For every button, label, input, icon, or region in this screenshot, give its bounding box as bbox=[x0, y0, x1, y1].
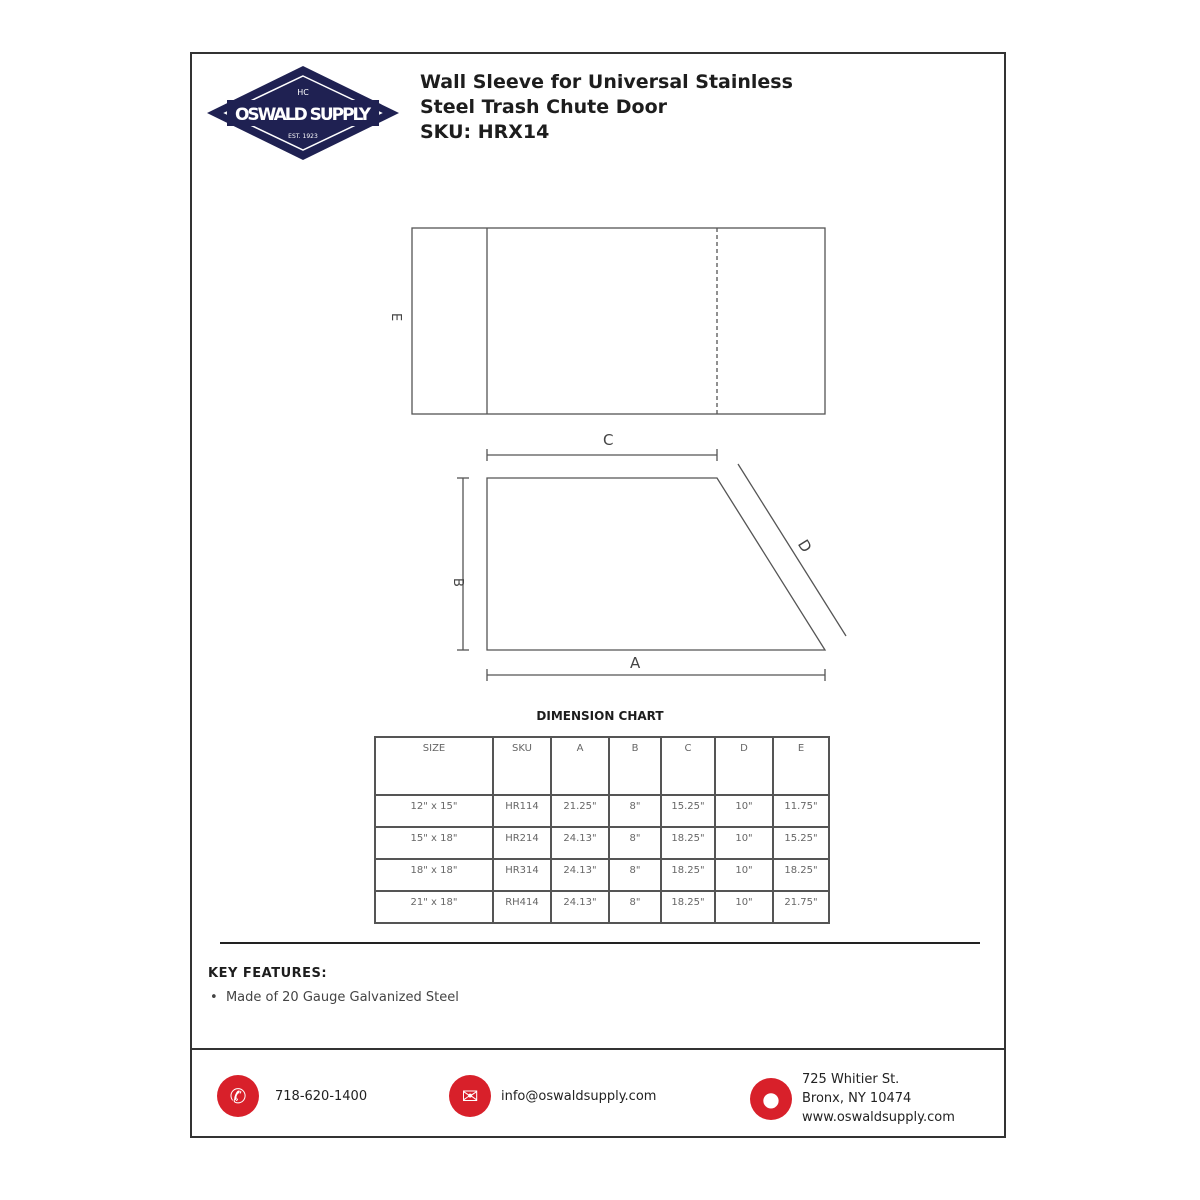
header-cell: E bbox=[773, 737, 829, 795]
phone-number[interactable]: 718-620-1400 bbox=[275, 1088, 368, 1104]
table-cell: 18.25" bbox=[773, 859, 829, 891]
sku: SKU: HRX14 bbox=[420, 121, 550, 143]
key-features-title: KEY FEATURES: bbox=[208, 966, 328, 981]
table-header-row bbox=[375, 737, 829, 795]
title-line-2: Steel Trash Chute Door bbox=[420, 96, 668, 118]
location-pin-icon: ● bbox=[750, 1078, 792, 1120]
table-cell: 21" x 18" bbox=[375, 891, 493, 923]
header-cell: SIZE bbox=[375, 737, 493, 795]
address-line-2: Bronx, NY 10474 bbox=[802, 1091, 912, 1106]
header-cell: A bbox=[551, 737, 609, 795]
table-cell: 15.25" bbox=[773, 827, 829, 859]
svg-text:HC: HC bbox=[297, 88, 309, 97]
table-cell: 8" bbox=[609, 795, 661, 827]
table-cell: 10" bbox=[715, 891, 773, 923]
table-cell: 21.75" bbox=[773, 891, 829, 923]
table-cell: 15.25" bbox=[661, 795, 715, 827]
table-row bbox=[375, 859, 829, 891]
header-cell: C bbox=[661, 737, 715, 795]
label-e: E bbox=[388, 313, 403, 322]
table-cell: 18.25" bbox=[661, 859, 715, 891]
footer-phone bbox=[217, 1075, 367, 1117]
mail-icon: ✉ bbox=[449, 1075, 491, 1117]
feature-item: • Made of 20 Gauge Galvanized Steel bbox=[210, 990, 459, 1005]
dimension-chart-title: DIMENSION CHART bbox=[536, 709, 664, 723]
label-b: B bbox=[450, 578, 465, 587]
footer-email bbox=[449, 1075, 656, 1117]
footer-divider bbox=[192, 1048, 1006, 1050]
website-link[interactable]: www.oswaldsupply.com bbox=[802, 1110, 955, 1125]
title-line-1: Wall Sleeve for Universal Stainless bbox=[420, 71, 793, 93]
table-cell: 18" x 18" bbox=[375, 859, 493, 891]
table-cell: 10" bbox=[715, 859, 773, 891]
table-cell: RH414 bbox=[493, 891, 551, 923]
table-cell: 10" bbox=[715, 827, 773, 859]
email-link[interactable]: info@oswaldsupply.com bbox=[501, 1088, 657, 1104]
label-d: D bbox=[793, 536, 816, 556]
table-cell: 18.25" bbox=[661, 827, 715, 859]
side-view-outline bbox=[487, 478, 825, 650]
phone-icon: ✆ bbox=[217, 1075, 259, 1117]
table-row bbox=[375, 891, 829, 923]
table-cell: 10" bbox=[715, 795, 773, 827]
table-cell: 11.75" bbox=[773, 795, 829, 827]
divider bbox=[220, 942, 980, 944]
table-cell: 15" x 18" bbox=[375, 827, 493, 859]
table-cell: 8" bbox=[609, 827, 661, 859]
address-line-1: 725 Whitier St. bbox=[802, 1072, 900, 1087]
table-cell: 8" bbox=[609, 891, 661, 923]
table-cell: 21.25" bbox=[551, 795, 609, 827]
table-cell: 12" x 15" bbox=[375, 795, 493, 827]
table-cell: HR114 bbox=[493, 795, 551, 827]
footer-address bbox=[750, 1070, 955, 1127]
table-cell: 8" bbox=[609, 859, 661, 891]
header-cell: SKU bbox=[493, 737, 551, 795]
table-cell: 24.13" bbox=[551, 827, 609, 859]
table-row bbox=[375, 827, 829, 859]
svg-text:EST. 1923: EST. 1923 bbox=[288, 133, 318, 140]
top-view-outline bbox=[412, 228, 825, 414]
header-cell: D bbox=[715, 737, 773, 795]
table-cell: HR314 bbox=[493, 859, 551, 891]
table-cell: 18.25" bbox=[661, 891, 715, 923]
table-cell: 24.13" bbox=[551, 891, 609, 923]
table-cell: 24.13" bbox=[551, 859, 609, 891]
table-row bbox=[375, 795, 829, 827]
label-c: C bbox=[603, 431, 614, 449]
feature-text: Made of 20 Gauge Galvanized Steel bbox=[225, 990, 459, 1005]
dimension-table bbox=[374, 736, 830, 924]
header-cell: B bbox=[609, 737, 661, 795]
svg-text:OSWALD SUPPLY: OSWALD SUPPLY bbox=[235, 105, 371, 125]
label-a: A bbox=[630, 654, 641, 672]
table-cell: HR214 bbox=[493, 827, 551, 859]
